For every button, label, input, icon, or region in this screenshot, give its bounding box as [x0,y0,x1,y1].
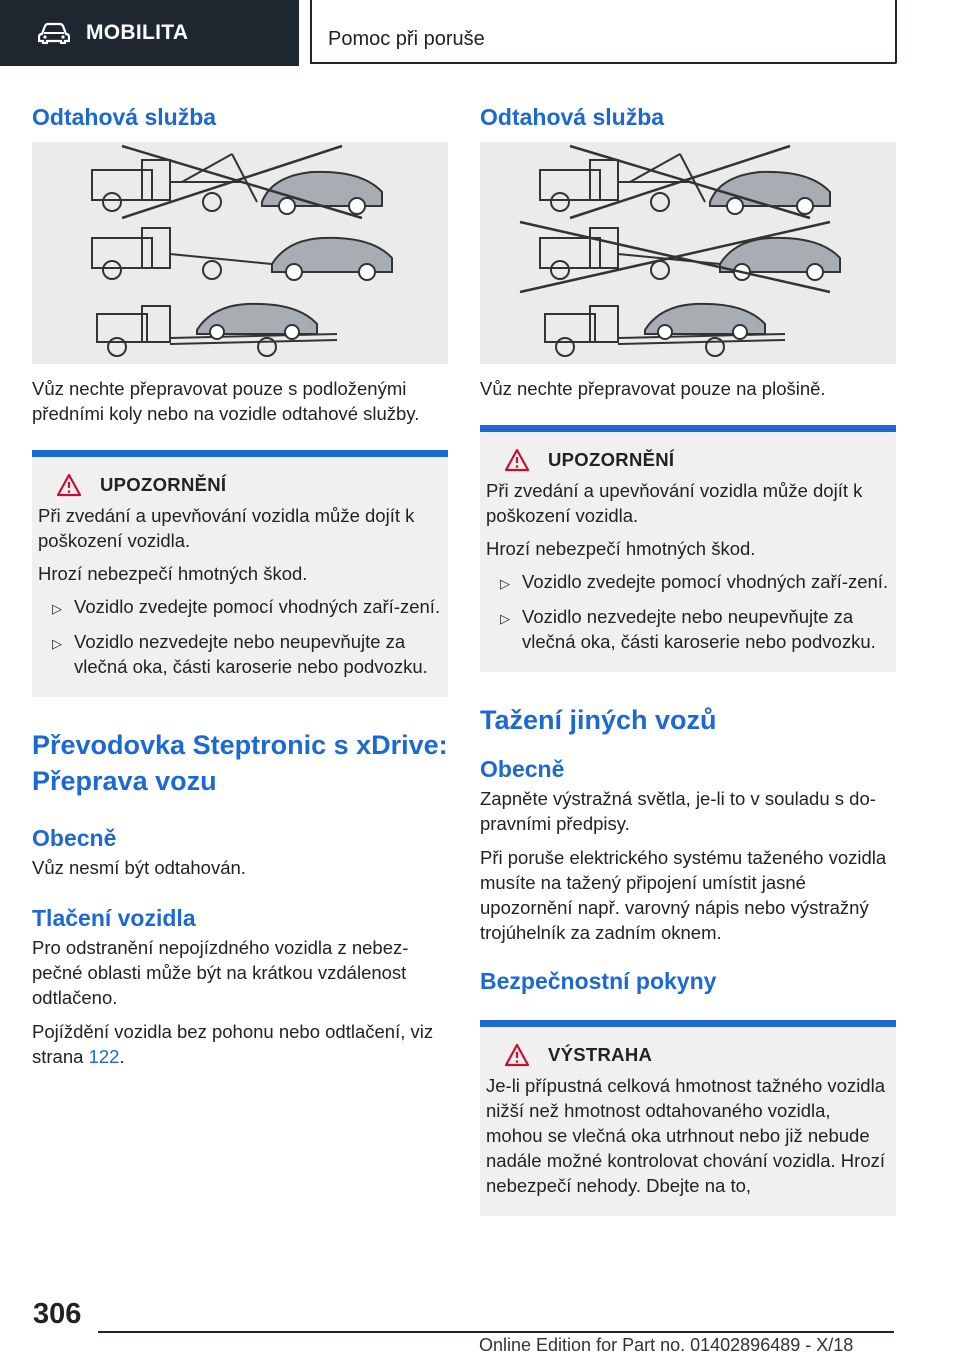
warning-icon [504,448,530,472]
page-number: 306 [33,1298,82,1330]
warning-icon [504,1043,530,1067]
warning-text: Hrozí nebezpečí hmotných škod. [486,538,756,559]
triangle-bullet-icon: ▷ [500,576,510,591]
subheading-tlaceni: Tlačení vozidla [32,905,196,931]
triangle-bullet-icon: ▷ [500,611,510,626]
section-title-box [310,0,897,64]
warning-box [480,1020,896,1216]
warning-title-row [486,1043,890,1067]
triangle-bullet-icon: ▷ [52,601,62,616]
body-text: Zapněte výstražná světla, je-li to v souladu s do-pravními předpisy. [480,788,876,834]
subheading-obecne: Obecně [32,825,117,851]
tow-illustration [32,142,448,364]
list-item: ▷ Vozidlo nezvedejte nebo neupevňujte za vlečná oka, části karoserie nebo podvozku. [52,631,428,677]
warning-text: Při zvedání a upevňování vozidla může dojít k poškození vozidla. [486,480,863,526]
section-title: Pomoc při poruše [328,28,485,50]
chapter-label: MOBILITA [86,21,189,44]
warning-title: UPOZORNĚNÍ [100,474,227,495]
footer-divider [98,1331,894,1333]
tow-illustration-figure [32,142,448,364]
subheading-obecne: Obecně [480,756,565,782]
figure-caption: Vůz nechte přepravovat pouze na plošině. [480,378,826,399]
warning-box [480,425,896,672]
body-text: Vůz nesmí být odtahován. [32,857,246,878]
page-link[interactable]: 122 [88,1046,120,1067]
body-text: Pojíždění vozidla bez pohonu nebo odtlačení, viz strana 122. [32,1021,434,1067]
heading-steptronic: Převodovka Steptronic s xDrive: Přeprava vozu [32,730,448,796]
car-icon [38,22,70,44]
subheading-bezpecnostni-pokyny: Bezpečnostní pokyny [480,968,717,994]
heading-tazeni: Tažení jiných vozů [480,705,717,735]
list-item: ▷ Vozidlo nezvedejte nebo neupevňujte za vlečná oka, části karoserie nebo podvozku. [500,606,876,652]
left-column [32,100,448,1078]
warning-title: UPOZORNĚNÍ [548,449,675,470]
body-text: Při poruše elektrického systému taženého vozidla musíte na tažený připojení umístit jasné upozornění např. varovný nápis nebo výstražný trojúhelník za zadním oknem. [480,847,887,943]
edition-note: Online Edition for Part no. 01402896489 - X/18 [479,1335,854,1355]
tow-illustration-figure [480,142,896,364]
warning-title: VÝSTRAHA [548,1044,653,1065]
triangle-bullet-icon: ▷ [52,636,62,651]
heading-odtahova-sluzba: Odtahová služba [480,104,665,130]
right-column [480,100,896,1216]
list-item: ▷ Vozidlo zvedejte pomocí vhodných zaří-zení. [38,594,442,621]
list-item: ▷ Vozidlo zvedejte pomocí vhodných zaří-zení. [486,569,890,596]
page-header [0,0,960,66]
warning-title-row [38,473,442,497]
warning-title-row [486,448,890,472]
warning-box [32,450,448,697]
figure-caption: Vůz nechte přepravovat pouze s podloženými předními koly nebo na vozidle odtahové služby. [32,378,420,424]
tow-illustration [480,142,896,364]
warning-text: Hrozí nebezpečí hmotných škod. [38,563,308,584]
warning-icon [56,473,82,497]
heading-odtahova-sluzba: Odtahová služba [32,104,217,130]
warning-text: Při zvedání a upevňování vozidla může dojít k poškození vozidla. [38,505,415,551]
body-text: Pro odstranění nepojízdného vozidla z nebez-pečné oblasti může být na krátkou vzdálenost odtlačeno. [32,937,409,1008]
chapter-tab [0,0,299,66]
warning-text: Je-li přípustná celková hmotnost tažného vozidla nižší než hmotnost odtahovaného vozidla, mohou se vlečná oka utrhnout nebo již nebude nadále možné kontrolovat chování vozidla. Hrozí nebezpečí nehody. Dbejte na to, [486,1075,885,1196]
